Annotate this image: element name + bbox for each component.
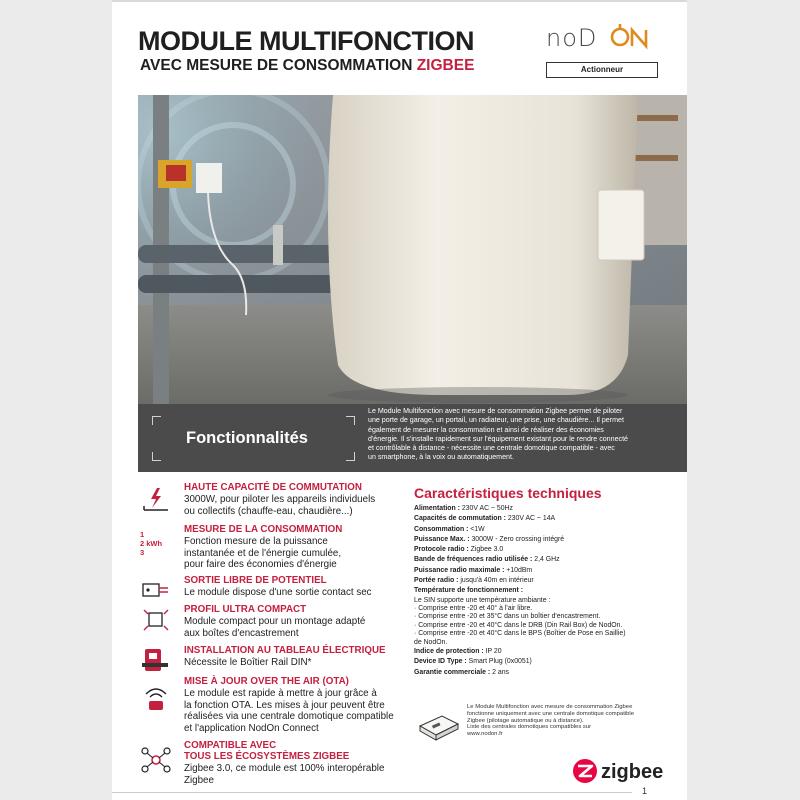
- feature-heading: SORTIE LIBRE DE POTENTIEL: [184, 575, 327, 586]
- feature-body: [184, 536, 424, 571]
- page-title: MODULE MULTIFONCTION: [138, 26, 474, 56]
- product-intro: [368, 407, 680, 463]
- spec-value: 230V AC ~ 50Hz: [459, 505, 513, 512]
- corner-bracket: [346, 416, 355, 425]
- specs-list: [414, 504, 664, 678]
- note-line: fonctionne uniquement avec une centrale domotique compatible: [467, 710, 635, 717]
- spec-row: [414, 525, 664, 535]
- dry-contact-icon: [140, 577, 172, 605]
- feature-body: [184, 616, 424, 639]
- spec-label: Alimentation :: [414, 505, 460, 512]
- feature-compact: [138, 604, 428, 644]
- feature-body: [184, 494, 424, 517]
- spec-value: IP 20: [483, 648, 502, 656]
- compact-module-icon: [140, 606, 172, 634]
- spec-label: Consommation :: [414, 525, 469, 533]
- intro-line: un smartphone, à la voix ou automatiquement.: [368, 453, 514, 462]
- spec-value: 230V AC ~ 14A: [505, 515, 556, 523]
- feature-heading: INSTALLATION AU TABLEAU ÉLECTRIQUE: [184, 645, 386, 656]
- feature-body-line: instantanée et de l'énergie cumulée,: [184, 547, 342, 559]
- spec-row: [414, 586, 664, 596]
- specs-title: Caractéristiques techniques: [414, 485, 602, 501]
- spec-row: [414, 555, 664, 565]
- subtitle-text: AVEC MESURE DE CONSOMMATION: [140, 57, 417, 74]
- features-band: [138, 404, 687, 472]
- feature-heading: MESURE DE LA CONSOMMATION: [184, 524, 343, 535]
- feature-heading-line2: TOUS LES ÉCOSYSTÈMES ZIGBEE: [184, 751, 350, 762]
- temp-line: de NodOn.: [414, 638, 448, 646]
- intro-line: d'énergie. Il s'installe rapidement sur l'équipement existant pour le rendre connecté: [368, 434, 628, 443]
- feature-din-rail: [138, 645, 428, 675]
- spec-label: Indice de protection :: [414, 648, 484, 656]
- icon-digit: 1: [140, 530, 145, 539]
- spec-value: jusqu'à 40m en intérieur: [458, 577, 534, 585]
- feature-body-line: Module compact pour un montage adapté: [184, 616, 366, 627]
- feature-body: [184, 688, 424, 734]
- spec-row: [414, 504, 664, 514]
- temp-line: · Comprise entre -20 et 40°C dans le DRB (Din Rail Box) de NodOn.: [414, 621, 623, 629]
- feature-body-line: réalisées via une centrale domotique compatible: [184, 711, 394, 722]
- features-title: Fonctionnalités: [186, 429, 308, 447]
- temp-line: · Comprise entre -20 et 40° à l'air libre.: [414, 605, 533, 613]
- spec-row: [414, 647, 664, 657]
- intro-line: une porte de garage, un portail, un radiateur, une prise, une chaudière... Il permet: [368, 416, 624, 425]
- spec-row: [414, 545, 664, 555]
- temp-line: Le SIN supporte une température ambiante :: [414, 596, 551, 604]
- spec-value: 2 ans: [490, 668, 509, 676]
- temp-details: [414, 597, 664, 647]
- feature-body: [184, 657, 424, 669]
- spec-row: [414, 566, 664, 576]
- page-number: 1: [642, 786, 648, 796]
- note-line: Le Module Multifonction avec mesure de consommation Zigbee: [467, 704, 633, 710]
- feature-ota: [138, 676, 428, 738]
- lightning-switch-icon: [140, 486, 172, 514]
- svg-text:noD: noD: [546, 24, 598, 52]
- corner-bracket: [346, 452, 355, 461]
- feature-body-line: Le module est rapide à mettre à jour grâce à: [184, 688, 377, 699]
- spec-label: Garantie commerciale :: [414, 668, 491, 676]
- spec-value: Smart Plug (0x0051): [466, 658, 532, 666]
- feature-body: [184, 587, 424, 599]
- smart-plug-illustration: [416, 708, 462, 748]
- spec-label: Bande de fréquences radio utilisée :: [414, 556, 533, 564]
- nodon-logo: [546, 24, 656, 52]
- spec-label: Capacités de commutation :: [414, 515, 506, 523]
- spec-label: Portée radio :: [414, 577, 459, 585]
- spec-row: [414, 576, 664, 586]
- feature-body-line: Fonction mesure de la puissance: [184, 536, 328, 547]
- spec-label: Protocole radio :: [414, 546, 469, 554]
- icon-digit: 3: [140, 548, 145, 557]
- feature-consumption: [138, 524, 428, 576]
- feature-body-line: aux boîtes d'encastrement: [184, 627, 299, 639]
- feature-body-line: Zigbee 3.0, ce module est 100% interopérable: [184, 763, 385, 774]
- spec-label: Puissance radio maximale :: [414, 566, 505, 574]
- spec-label: Puissance Max. :: [414, 535, 470, 543]
- spec-row: [414, 535, 664, 545]
- feature-compatibility: [138, 740, 428, 790]
- temp-line: · Comprise entre -20 et 35°C dans un boîtier d'encastrement.: [414, 613, 601, 621]
- svg-text:zigbee: zigbee: [601, 761, 664, 783]
- feature-body-line: et l'application NodOn Connect: [184, 722, 319, 734]
- note-line: Zigbee (pilotage automatique ou à distance).: [467, 717, 584, 724]
- note-line: Liste des centrales domotiques compatibles sur: [467, 724, 592, 731]
- spec-value: 3000W - Zero crossing intégré: [469, 535, 565, 543]
- feature-body-line: ou collectifs (chauffe-eau, chaudière...): [184, 505, 353, 517]
- spec-row: [414, 668, 664, 678]
- din-rail-icon: [140, 645, 172, 673]
- top-divider: [112, 0, 687, 2]
- datasheet-page: [112, 0, 687, 800]
- spec-value: 2,4 GHz: [532, 556, 560, 564]
- footer-divider: [112, 792, 632, 793]
- spec-value: Zigbee 3.0: [468, 546, 504, 554]
- corner-bracket: [152, 416, 161, 425]
- spec-value: +10dBm: [504, 566, 533, 574]
- intro-line: et contrôlable à distance - nécessite une centrale domotique compatible - avec: [368, 444, 615, 453]
- feature-dry-contact: [138, 575, 428, 603]
- spec-label: Température de fonctionnement :: [414, 587, 523, 595]
- feature-body-line: la fonction OTA. Les mises à jour peuvent être: [184, 699, 385, 711]
- compatibility-note: [467, 704, 667, 738]
- feature-heading: HAUTE CAPACITÉ DE COMMUTATION: [184, 482, 362, 493]
- feature-body: [184, 763, 424, 786]
- temp-line: · Comprise entre -20 et 40°C dans le BPS (Boîtier de Pose en Saillie): [414, 630, 626, 638]
- feature-heading: COMPATIBLE AVEC: [184, 740, 277, 751]
- feature-commutation: [138, 482, 428, 522]
- spec-row: [414, 514, 664, 524]
- page-subtitle: [140, 57, 474, 75]
- ota-update-icon: [140, 684, 172, 712]
- corner-bracket: [152, 452, 161, 461]
- feature-body-line: 3000W, pour piloter les appareils individuels: [184, 494, 376, 505]
- product-installation-photo: [138, 95, 687, 404]
- spec-label: Device ID Type :: [414, 658, 467, 666]
- subtitle-accent: ZIGBEE: [416, 57, 475, 74]
- intro-line: Le Module Multifonction avec mesure de consommation Zigbee permet de piloter: [368, 407, 623, 415]
- feature-body-line: pour faire des économies d'énergie: [184, 559, 337, 570]
- spec-value: <1W: [468, 525, 485, 533]
- feature-heading: PROFIL ULTRA COMPACT: [184, 604, 307, 615]
- feature-body-line: Nécessite le Boîtier Rail DIN*: [184, 657, 312, 668]
- icon-digit: 2 kWh: [140, 539, 163, 548]
- feature-body-line: Le module dispose d'une sortie contact sec: [184, 587, 372, 598]
- spec-row: [414, 657, 664, 667]
- note-line: www.nodon.fr: [467, 731, 503, 738]
- category-tag: Actionneur: [546, 62, 658, 78]
- feature-body-line: Zigbee: [184, 774, 214, 786]
- network-icon: [140, 746, 172, 774]
- kwh-counter-icon: [140, 530, 172, 558]
- intro-line: également de mesurer la consommation et ainsi de réaliser des économies: [368, 425, 604, 434]
- feature-heading: MISE À JOUR OVER THE AIR (OTA): [184, 676, 349, 687]
- zigbee-logo: [572, 756, 672, 786]
